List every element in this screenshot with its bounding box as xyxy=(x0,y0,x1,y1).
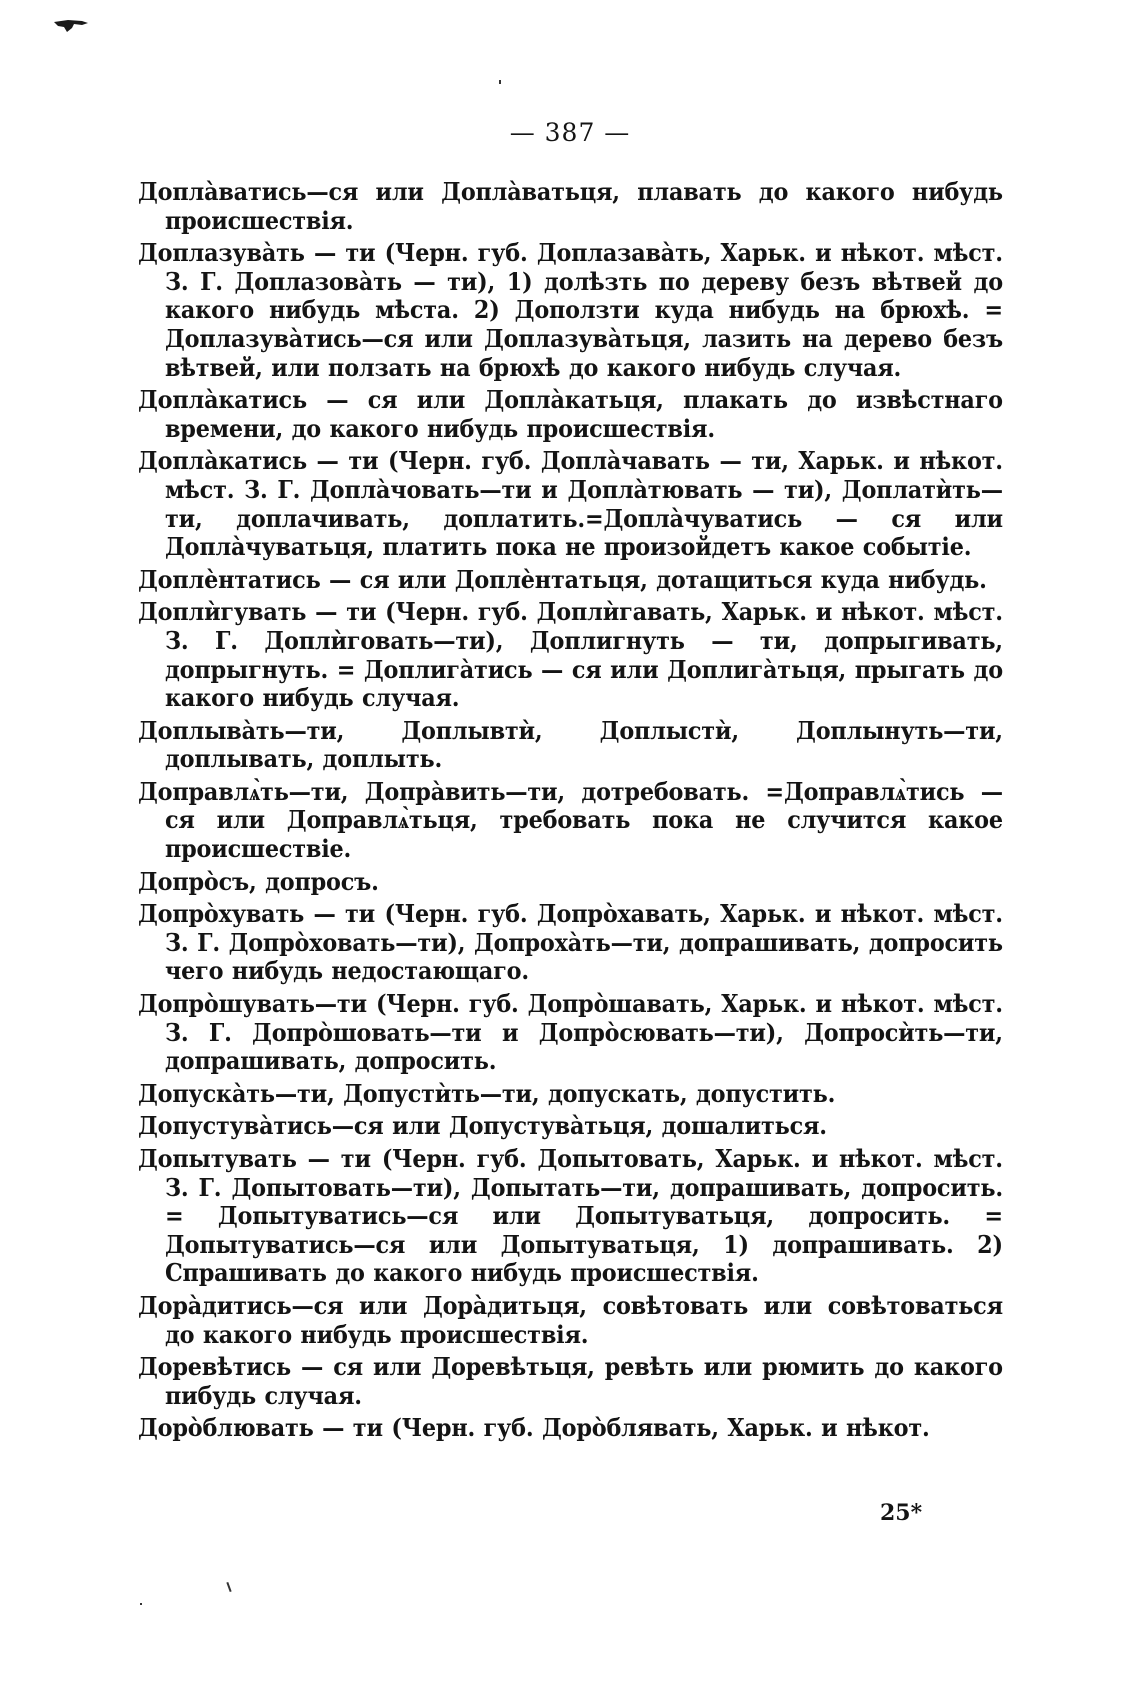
ink-blot-mark xyxy=(52,18,90,34)
dictionary-entry: Дорòблювать — ти (Черн. губ. Дорòблявать, Харьк. и нѣкот. xyxy=(138,1413,930,1443)
paper-speck xyxy=(499,80,501,84)
dictionary-entry: Доплазувàть — ти (Черн. губ. Доплазавàть, Харьк. и нѣкот. мѣст. З. Г. Доплазовàть — ти), 1) долѣзть по дереву безъ вѣтвей до какого нибудь мѣста. 2) Доползти куда нибудь на брюхѣ. = Доплазувàтись—ся или Доплазувàтьця, лазить на дерево безъ вѣтвей, или ползать на брюхѣ до какого нибудь случая. xyxy=(138,238,1003,382)
dictionary-entry: Доплàкатись — ти (Черн. губ. Доплàчавать — ти, Харьк. и нѣкот. мѣст. З. Г. Доплàчовать—ти и Доплàтювать — ти), Доплатѝть—ти, доплачивать, доплатить.=Доплàчуватись — ся или Доплàчуватьця, платить пока не произойдетъ какое событіе. xyxy=(138,446,1003,562)
entry-list xyxy=(138,177,1003,1447)
paper-speck xyxy=(140,1603,142,1605)
dictionary-entry: Доплàватись—ся или Доплàватьця, плавать до какого нибудь происшествія. xyxy=(138,177,1003,235)
dictionary-entry: Доревѣтись — ся или Доревѣтьця, ревѣть или рюмить до какого пибудь случая. xyxy=(138,1352,1003,1410)
dictionary-entry: Доплывàть—ти, Доплывтѝ, Доплыстѝ, Доплынуть—ти, доплывать, доплыть. xyxy=(138,715,1003,774)
printer-signature-mark: 25* xyxy=(880,1500,923,1526)
dictionary-entry: Допрòсъ, допросъ. xyxy=(138,866,379,896)
dictionary-entry: Доправлѧ̀ть—ти, Допрàвить—ти, дотребовать. =Доправлѧ̀тись — ся или Доправлѧ̀тьця, требовать пока не случится какое происшествіе. xyxy=(138,776,1003,864)
dictionary-entry: Допускàть—ти, Допустѝть—ти, допускать, допустить. xyxy=(138,1078,836,1108)
dictionary-entry: Доплѐнтатись — ся или Доплѐнтатьця, дотащиться куда нибудь. xyxy=(138,564,987,594)
paper-speck xyxy=(226,1582,231,1592)
dictionary-entry: Допытувать — ти (Черн. губ. Допытовать, Харьк. и нѣкот. мѣст. З. Г. Допытовать—ти), Допытать—ти, допрашивать, допросить. = Допытуватись—ся или Допытуватьця, допросить. = Допытуватись—ся или Допытуватьця, 1) допрашивать. 2) Спрашивать до какого нибудь происшествія. xyxy=(138,1144,1003,1288)
dictionary-entry: Допрòхувать — ти (Черн. губ. Допрòхавать, Харьк. и нѣкот. мѣст. З. Г. Допрòховать—ти), Допрохàть—ти, допрашивать, допросить чего нибудь недостающаго. xyxy=(138,899,1003,986)
dictionary-entry: Доплàкатись — ся или Доплàкатьця, плакать до извѣстнаго времени, до какого нибудь происшествія. xyxy=(138,385,1003,443)
dictionary-entry: Доплѝгувать — ти (Черн. губ. Доплѝгавать, Харьк. и нѣкот. мѣст. З. Г. Доплѝговать—ти), Доплигнуть — ти, допрыгивать, допрыгнуть. = Доплигàтись — ся или Доплигàтьця, прыгать до какого нибудь случая. xyxy=(138,597,1003,713)
dictionary-entry: Дорàдитись—ся или Дорàдитьця, совѣтовать или совѣтоваться до какого нибудь происшествія. xyxy=(138,1290,1003,1349)
dictionary-entry: Допустувàтись—ся или Допустувàтьця, дошалиться. xyxy=(138,1111,827,1141)
dictionary-entry: Допрòшувать—ти (Черн. губ. Допрòшавать, Харьк. и нѣкот. мѣст. З. Г. Допрòшовать—ти и Допрòсювать—ти), Допросѝть—ти, допрашивать, допросить. xyxy=(138,989,1003,1076)
page-number: — 387 — xyxy=(509,118,631,147)
